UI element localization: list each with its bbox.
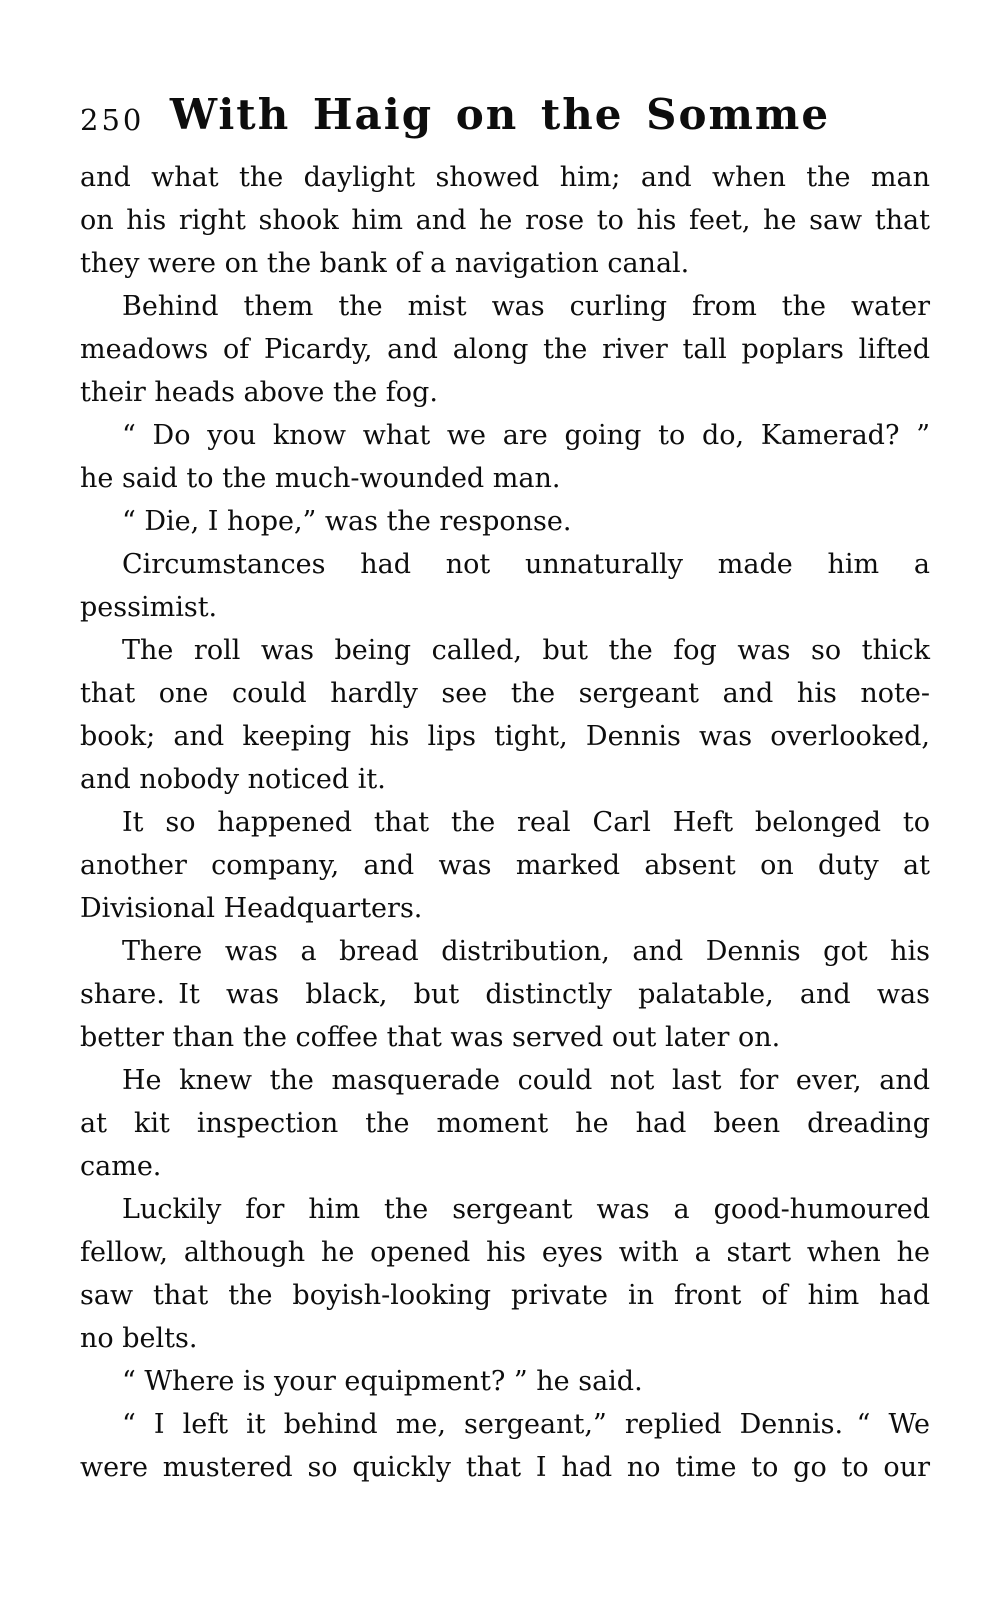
text-line: The roll was being called, but the fog was so thick (122, 635, 930, 666)
paragraph (80, 930, 930, 1059)
text-line: saw that the boyish-looking private in front of him had (80, 1280, 930, 1311)
text-line: at kit inspection the moment he had been dreading (80, 1108, 930, 1139)
text-line: book; and keeping his lips tight, Dennis was overlooked, (80, 721, 930, 752)
paragraph (80, 629, 930, 801)
text-line: “ I left it behind me, sergeant,” replied Dennis. “ We (122, 1409, 930, 1440)
text-line: It so happened that the real Carl Heft belonged to (122, 807, 930, 838)
text-line: fellow, although he opened his eyes with a start when he (80, 1237, 930, 1268)
page-header (0, 88, 1000, 142)
text-line: meadows of Picardy, and along the river tall poplars lifted (80, 334, 930, 365)
paragraph (80, 1188, 930, 1360)
text-line: another company, and was marked absent on duty at (80, 850, 930, 881)
text-line: There was a bread distribution, and Dennis got his (122, 936, 930, 967)
text-line: came. (80, 1151, 162, 1182)
text-line: that one could hardly see the sergeant and his note- (80, 678, 930, 709)
paragraph (80, 1403, 930, 1489)
text-line: He knew the masquerade could not last for ever, and (122, 1065, 930, 1096)
paragraph (80, 500, 930, 543)
text-line: “ Where is your equipment? ” he said. (122, 1366, 643, 1397)
text-line: “ Die, I hope,” was the response. (122, 506, 572, 537)
paragraph (80, 801, 930, 930)
paragraph (80, 1360, 930, 1403)
text-line: he said to the much-wounded man. (80, 463, 561, 494)
text-line: “ Do you know what we are going to do, Kamerad? ” (122, 420, 930, 451)
text-line: Circumstances had not unnaturally made him a (122, 549, 930, 580)
page-number: 250 (80, 103, 145, 137)
text-line: they were on the bank of a navigation canal. (80, 248, 690, 279)
paragraph (80, 1059, 930, 1188)
text-line: Luckily for him the sergeant was a good-humoured (122, 1194, 930, 1225)
running-title: With Haig on the Somme (169, 90, 831, 139)
paragraph (80, 414, 930, 500)
text-line: Divisional Headquarters. (80, 893, 423, 924)
paragraph (80, 285, 930, 414)
text-line: share. It was black, but distinctly palatable, and was (80, 979, 930, 1010)
paragraph (80, 543, 930, 629)
paragraph (80, 156, 930, 285)
text-line: better than the coffee that was served out later on. (80, 1022, 781, 1053)
text-line: their heads above the fog. (80, 377, 438, 408)
text-line: pessimist. (80, 592, 218, 623)
text-line: on his right shook him and he rose to his feet, he saw that (80, 205, 930, 236)
text-line: were mustered so quickly that I had no time to go to our (80, 1452, 930, 1483)
text-line: and what the daylight showed him; and when the man (80, 162, 930, 193)
page-body (80, 156, 930, 1489)
text-line: and nobody noticed it. (80, 764, 386, 795)
text-line: Behind them the mist was curling from the water (122, 291, 930, 322)
text-line: no belts. (80, 1323, 198, 1354)
